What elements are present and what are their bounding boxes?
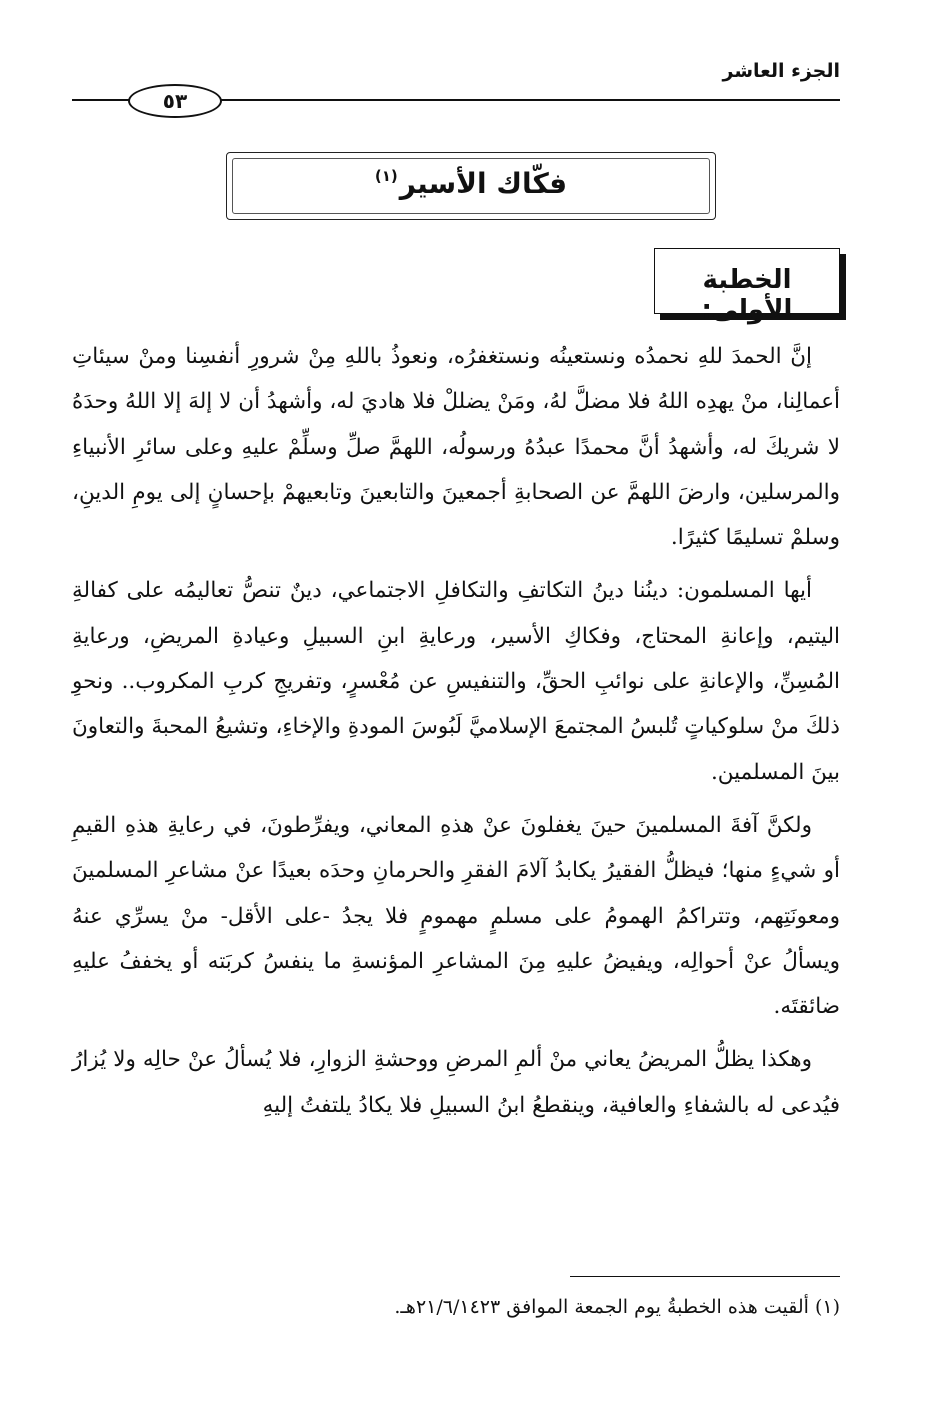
- paragraph-3: ولكنَّ آفةَ المسلمينَ حينَ يغفلونَ عنْ هذهِ المعاني، ويفرِّطونَ، في رعايةِ هذهِ القيمِ أو شيءٍ منها؛ فيظلُّ الفقيرُ يكابدُ آلامَ الفقرِ والحرمانِ وحدَه بعيدًا عنْ مشاعرِ المسلمينَ ومعونَتِهم، وتتراكمُ الهمومُ على مسلمٍ مهمومٍ فلا يجدُ -على الأقل- منْ يسرِّي عنهُ ويسألُ عنْ أحوالِه، ويفيضُ عليهِ مِنَ المشاعرِ المؤنسةِ ما ينفسُ كربَته أو يخففُ عليهِ ضائقتَه.: [72, 812, 840, 1020]
- chapter-title: [227, 167, 715, 200]
- paragraph-2: أيها المسلمون: دينُنا دينُ التكاتفِ والتكافلِ الاجتماعي، دينٌ تنصُّ تعاليمُه على كفالةِ اليتيم، وإعانةِ المحتاج، وفكاكِ الأسير، ورعايةِ ابنِ السبيلِ وعيادةِ المريضِ، ورعايةِ المُسِنِّ، والإعانةِ على نوائبِ الحقِّ، والتنفيسِ عن مُعْسرٍ، وتفريجِ كربِ المكروب.. ونحوِ ذلكَ منْ سلوكياتٍ تُلبسُ المجتمعَ الإسلاميَّ لَبُوسَ المودةِ والإخاءِ، وتشيعُ المحبةَ والتعاونَ بينَ المسلمين.: [72, 578, 840, 785]
- paragraph-1: إنَّ الحمدَ للهِ نحمدُه ونستعينُه ونستغفرُه، ونعوذُ باللهِ مِنْ شرورِ أنفسِنا ومنْ سيئاتِ أعمالِنا، منْ يهدِه اللهُ فلا مضلَّ لهُ، ومَنْ يضللْ فلا هاديَ له، وأشهدُ أن لا إلهَ إلا اللهُ وحدَهُ لا شريكَ له، وأشهدُ أنَّ محمدًا عبدُهُ ورسولُه، اللهمَّ صلِّ وسلِّمْ عليهِ وعلى سائرِ الأنبياءِ والمرسلين، وارضَ اللهمَّ عن الصحابةِ أجمعينَ والتابعينَ وتابعيهمْ بإحسانٍ إلى يومِ الدينِ، وسلمْ تسليمًا كثيرًا.: [72, 344, 840, 551]
- paragraph-4: وهكذا يظلُّ المريضُ يعاني منْ ألمِ المرضِ ووحشةِ الزوارِ، فلا يُسألُ عنْ حالِه ولا يُزارُ فيُدعى له بالشفاءِ والعافية، وينقطعُ ابنُ السبيلِ فلا يكادُ يلتفتُ إليهِ: [72, 1047, 840, 1118]
- section-heading: الخطبة الأولى:: [701, 265, 793, 325]
- footnote-rule: [570, 1276, 840, 1277]
- title-frame: [226, 152, 716, 220]
- page-number: ٥٣: [128, 84, 222, 118]
- running-header: الجزء العاشر: [722, 60, 840, 82]
- footnote: (١) ألقيت هذه الخطبةُ يوم الجمعة الموافق ٢١/٦/١٤٢٣هـ.: [394, 1296, 840, 1318]
- title-footnote-marker: (١): [374, 167, 398, 185]
- chapter-title-text: فكّاك الأسير: [399, 167, 568, 200]
- section-heading-box: [654, 248, 840, 325]
- body-text: [72, 334, 840, 1136]
